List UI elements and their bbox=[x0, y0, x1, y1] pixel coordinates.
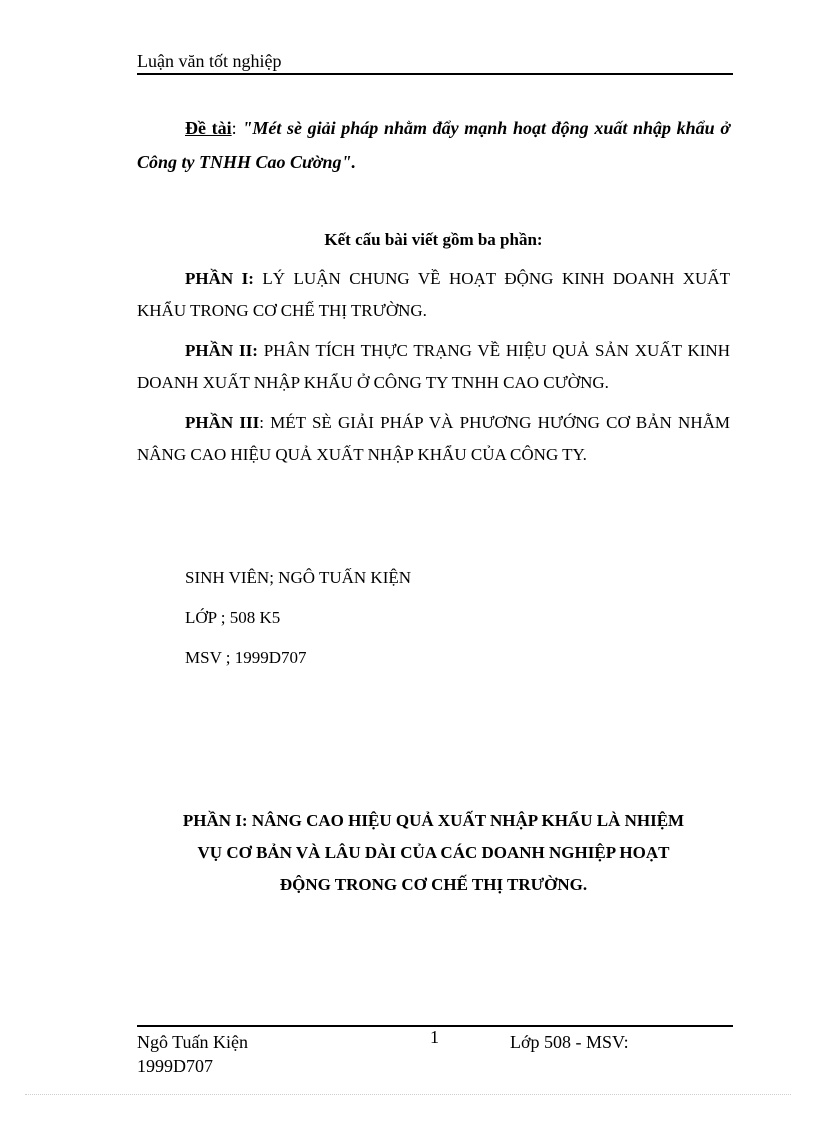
student-class: LỚP ; 508 K5 bbox=[185, 608, 281, 627]
part-1-text: LÝ LUẬN CHUNG VỀ HOẠT ĐỘNG KINH DOANH XUẤT KHẨU TRONG CƠ CHẾ THỊ TRƯỜNG. bbox=[137, 269, 730, 320]
part-1-label: PHẦN I: bbox=[185, 269, 254, 288]
topic-title: "Mét sè giải pháp nhằm đẩy mạnh hoạt động xuất nhập khẩu ở Công ty TNHH Cao Cường". bbox=[137, 118, 731, 172]
header-divider bbox=[137, 73, 733, 75]
running-header: Luận văn tốt nghiệp bbox=[137, 51, 282, 71]
part-1-paragraph bbox=[137, 263, 730, 327]
student-name: SINH VIÊN; NGÔ TUẤN KIỆN bbox=[185, 568, 412, 587]
footer-author bbox=[137, 1030, 248, 1078]
topic-label: Đề tài bbox=[185, 118, 232, 138]
part-2-paragraph bbox=[137, 335, 730, 399]
student-id: MSV ; 1999D707 bbox=[185, 648, 307, 667]
chapter-title-line-3: ĐỘNG TRONG CƠ CHẾ THỊ TRƯỜNG. bbox=[279, 875, 588, 894]
topic-colon: : bbox=[231, 118, 243, 138]
part-3-label: PHẦN III bbox=[185, 413, 260, 432]
chapter-title-line-2: VỤ CƠ BẢN VÀ LÂU DÀI CỦA CÁC DOANH NGHIỆP HOẠT bbox=[197, 843, 670, 862]
chapter-title bbox=[137, 805, 730, 901]
footer-class: Lớp 508 - MSV: bbox=[510, 1032, 629, 1052]
page-number: 1 bbox=[430, 1027, 439, 1047]
part-2-text: PHÂN TÍCH THỰC TRẠNG VỀ HIỆU QUẢ SẢN XUẤT KINH DOANH XUẤT NHẬP KHẨU Ở CÔNG TY TNHH CAO CƯỜNG. bbox=[137, 341, 730, 392]
structure-heading: Kết cấu bài viết gồm ba phần: bbox=[324, 230, 543, 249]
chapter-title-line-1: PHẦN I: NÂNG CAO HIỆU QUẢ XUẤT NHẬP KHẨU LÀ NHIỆM bbox=[182, 811, 685, 830]
footer-author-name: Ngô Tuấn Kiện bbox=[137, 1032, 249, 1052]
thesis-topic bbox=[137, 111, 730, 179]
part-3-paragraph bbox=[137, 407, 730, 471]
footer-author-id: 1999D707 bbox=[137, 1056, 213, 1076]
part-3-text: : MÉT SÈ GIẢI PHÁP VÀ PHƯƠNG HƯỚNG CƠ BẢN NHẰM NÂNG CAO HIỆU QUẢ XUẤT NHẬP KHẨU CỦA CÔNG TY. bbox=[137, 413, 730, 464]
page-bottom-border bbox=[25, 1094, 791, 1095]
part-2-label: PHẦN II: bbox=[185, 341, 258, 360]
